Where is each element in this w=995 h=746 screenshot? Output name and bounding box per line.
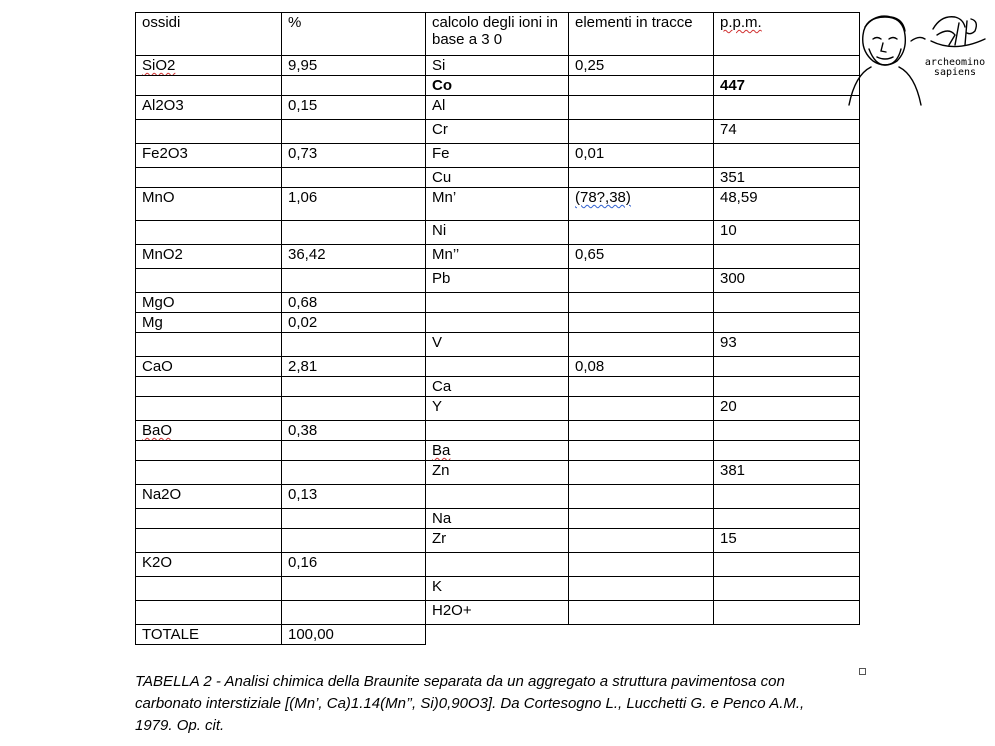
table-cell-trace bbox=[569, 293, 714, 313]
table-row bbox=[136, 333, 860, 357]
table-cell-ion bbox=[426, 221, 569, 245]
table-cell-ppm bbox=[714, 144, 860, 168]
table-cell-ion bbox=[426, 421, 569, 441]
table-cell-ppm bbox=[714, 461, 860, 485]
table-cell-ppm bbox=[714, 293, 860, 313]
table-cell-oxide bbox=[136, 245, 282, 269]
table-cell-ion bbox=[426, 76, 569, 96]
table-row bbox=[136, 144, 860, 168]
table-cell-trace bbox=[569, 529, 714, 553]
table-row bbox=[136, 601, 860, 625]
header-calcolo-ioni: calcolo degli ioni in base a 3 0 bbox=[426, 13, 569, 56]
cell-text-pct: 0,68 bbox=[288, 294, 318, 311]
table-row bbox=[136, 461, 860, 485]
table-cell-ppm bbox=[714, 245, 860, 269]
table-cell-ion bbox=[426, 120, 569, 144]
table-cell-ppm bbox=[714, 377, 860, 397]
cell-text-ion: Na bbox=[432, 510, 452, 527]
cell-text-oxide: MnO bbox=[142, 189, 175, 206]
table-cell-trace bbox=[569, 188, 714, 221]
table-cell-oxide bbox=[136, 553, 282, 577]
cell-text-ppm: 447 bbox=[720, 77, 746, 94]
table-cell-ion bbox=[426, 485, 569, 509]
table-cell-pct bbox=[282, 421, 426, 441]
cell-text-trace: 0,25 bbox=[575, 57, 605, 74]
cell-text-ion: Zn bbox=[432, 462, 450, 479]
table-row bbox=[136, 293, 860, 313]
cell-text-oxide: BaO bbox=[142, 422, 173, 439]
table-cell-trace bbox=[569, 76, 714, 96]
table-cell-trace bbox=[569, 421, 714, 441]
table-cell-ion bbox=[426, 144, 569, 168]
table-cell-trace bbox=[569, 269, 714, 293]
cell-text-pct: 0,16 bbox=[288, 554, 318, 571]
table-cell-trace bbox=[569, 485, 714, 509]
table-caption bbox=[135, 671, 865, 737]
table-row bbox=[136, 120, 860, 144]
table-row bbox=[136, 485, 860, 509]
logo-text-line-2: sapiens bbox=[933, 67, 977, 78]
cell-text-ion: Mn’’ bbox=[432, 246, 460, 263]
cell-text-oxide: K2O bbox=[142, 554, 173, 571]
logo-text bbox=[915, 58, 995, 78]
cell-text-ion: H2O+ bbox=[432, 602, 472, 619]
table-cell-pct bbox=[282, 553, 426, 577]
table-cell-pct bbox=[282, 601, 426, 625]
table-cell-ion bbox=[426, 509, 569, 529]
cell-text-ion: Al bbox=[432, 97, 446, 114]
table-cell-ion bbox=[426, 168, 569, 188]
cell-text-ppm: 48,59 bbox=[720, 189, 758, 206]
cell-text-pct: 0,13 bbox=[288, 486, 318, 503]
table-cell-ppm bbox=[714, 56, 860, 76]
caption-line-3: 1979. Op. cit. bbox=[135, 717, 225, 734]
table-row bbox=[136, 56, 860, 76]
table-cell-ion bbox=[426, 577, 569, 601]
table-cell-ion bbox=[426, 601, 569, 625]
table-cell-oxide bbox=[136, 96, 282, 120]
table-total-row bbox=[136, 625, 860, 645]
table-cell-trace bbox=[569, 144, 714, 168]
table-cell-oxide bbox=[136, 76, 282, 96]
header-ppm bbox=[714, 13, 860, 56]
cell-text-ion: Ca bbox=[432, 378, 452, 395]
table-row bbox=[136, 357, 860, 377]
cell-text-oxide: Mg bbox=[142, 314, 163, 331]
total-label: TOTALE bbox=[136, 625, 282, 645]
table-cell-oxide bbox=[136, 293, 282, 313]
table-row bbox=[136, 529, 860, 553]
table-cell-ppm bbox=[714, 313, 860, 333]
cell-text-ppm: 74 bbox=[720, 121, 737, 138]
cell-text-oxide: Fe2O3 bbox=[142, 145, 188, 162]
table-cell-oxide bbox=[136, 313, 282, 333]
cell-text-ion: Y bbox=[432, 398, 443, 415]
table-cell-pct bbox=[282, 269, 426, 293]
table-cell-trace bbox=[569, 461, 714, 485]
table-cell-pct bbox=[282, 313, 426, 333]
table-cell-ppm bbox=[714, 441, 860, 461]
table-cell-ion bbox=[426, 245, 569, 269]
table-cell-ion bbox=[426, 313, 569, 333]
table-cell-oxide bbox=[136, 397, 282, 421]
table-cell-pct bbox=[282, 96, 426, 120]
table-cell-ppm bbox=[714, 269, 860, 293]
cell-text-ppm: 93 bbox=[720, 334, 737, 351]
table-row bbox=[136, 188, 860, 221]
table-cell-oxide bbox=[136, 120, 282, 144]
table-cell-ion bbox=[426, 377, 569, 397]
table-header-row bbox=[136, 13, 860, 56]
table-cell-trace bbox=[569, 313, 714, 333]
cell-text-pct: 2,81 bbox=[288, 358, 318, 375]
table-cell-ppm bbox=[714, 509, 860, 529]
header-percent: % bbox=[282, 13, 426, 56]
table-cell-ppm bbox=[714, 96, 860, 120]
cell-text-ion: Co bbox=[432, 77, 452, 94]
table-cell-ion bbox=[426, 397, 569, 421]
cell-text-oxide: Na2O bbox=[142, 486, 182, 503]
table-row bbox=[136, 441, 860, 461]
table-cell-pct bbox=[282, 56, 426, 76]
table-row bbox=[136, 96, 860, 120]
table-cell-ppm bbox=[714, 168, 860, 188]
braunite-analysis-table bbox=[135, 12, 860, 645]
table-cell-trace bbox=[569, 441, 714, 461]
table-row bbox=[136, 421, 860, 441]
caption-line-1: TABELLA 2 - Analisi chimica della Braunite separata da un aggregato a struttura pavimentosa con bbox=[135, 673, 785, 690]
table-cell-pct bbox=[282, 293, 426, 313]
table-cell-oxide bbox=[136, 377, 282, 397]
cell-text-ion: V bbox=[432, 334, 443, 351]
cell-text-oxide: SiO2 bbox=[142, 57, 176, 74]
table-cell-trace bbox=[569, 577, 714, 601]
table-row bbox=[136, 221, 860, 245]
cell-text-trace: 0,65 bbox=[575, 246, 605, 263]
table-row bbox=[136, 577, 860, 601]
table-cell-ppm bbox=[714, 76, 860, 96]
table-cell-pct bbox=[282, 144, 426, 168]
table-cell-pct bbox=[282, 529, 426, 553]
table-cell-ion bbox=[426, 553, 569, 577]
table-cell-oxide bbox=[136, 577, 282, 601]
cell-text-ppm: 10 bbox=[720, 222, 737, 239]
table-cell-ppm bbox=[714, 397, 860, 421]
table-cell-ppm bbox=[714, 577, 860, 601]
cell-text-ppm: 15 bbox=[720, 530, 737, 547]
table-cell-trace bbox=[569, 221, 714, 245]
cell-text-oxide: MgO bbox=[142, 294, 175, 311]
cell-text-ppm: 351 bbox=[720, 169, 746, 186]
table-cell-oxide bbox=[136, 221, 282, 245]
table-cell-ion bbox=[426, 529, 569, 553]
cell-text-ion: Cr bbox=[432, 121, 448, 138]
table-cell-ppm bbox=[714, 601, 860, 625]
cell-text-ion: Cu bbox=[432, 169, 452, 186]
cell-text-pct: 0,02 bbox=[288, 314, 318, 331]
table-row bbox=[136, 76, 860, 96]
cell-text-ion: Mn’ bbox=[432, 189, 457, 206]
cell-text-oxide: Al2O3 bbox=[142, 97, 184, 114]
table-cell-pct bbox=[282, 120, 426, 144]
table-cell-oxide bbox=[136, 168, 282, 188]
table-cell-pct bbox=[282, 357, 426, 377]
table-cell-pct bbox=[282, 245, 426, 269]
table-cell-oxide bbox=[136, 56, 282, 76]
table-cell-trace bbox=[569, 397, 714, 421]
table-cell-oxide bbox=[136, 269, 282, 293]
cell-text-oxide: CaO bbox=[142, 358, 173, 375]
table-cell-ion bbox=[426, 188, 569, 221]
table-cell-ion bbox=[426, 293, 569, 313]
table-cell-pct bbox=[282, 485, 426, 509]
table-cell-pct bbox=[282, 377, 426, 397]
table-cell-ppm bbox=[714, 421, 860, 441]
table-cell-ion bbox=[426, 461, 569, 485]
cell-text-pct: 9,95 bbox=[288, 57, 318, 74]
table-cell-trace bbox=[569, 168, 714, 188]
table-row bbox=[136, 245, 860, 269]
table-cell-pct bbox=[282, 509, 426, 529]
table-cell-ion bbox=[426, 357, 569, 377]
cell-text-ion: K bbox=[432, 578, 443, 595]
table-cell-ion bbox=[426, 441, 569, 461]
table-cell-trace bbox=[569, 377, 714, 397]
table-cell-pct bbox=[282, 76, 426, 96]
total-value: 100,00 bbox=[282, 625, 426, 645]
table-cell-ppm bbox=[714, 120, 860, 144]
table-cell-pct bbox=[282, 577, 426, 601]
cell-text-trace: 0,01 bbox=[575, 145, 605, 162]
table-row bbox=[136, 269, 860, 293]
table-cell-trace bbox=[569, 56, 714, 76]
cell-text-pct: 0,73 bbox=[288, 145, 318, 162]
table-cell-pct bbox=[282, 221, 426, 245]
cell-text-oxide: MnO2 bbox=[142, 246, 183, 263]
logo-text-line-1: archeomino bbox=[924, 57, 986, 68]
cell-text-pct: 1,06 bbox=[288, 189, 318, 206]
table-cell-trace bbox=[569, 120, 714, 144]
table-cell-ppm bbox=[714, 529, 860, 553]
table-cell-ion bbox=[426, 333, 569, 357]
table-row bbox=[136, 168, 860, 188]
cell-text-ppm: 381 bbox=[720, 462, 746, 479]
table-cell-pct bbox=[282, 188, 426, 221]
table-cell-ppm bbox=[714, 357, 860, 377]
table-row bbox=[136, 509, 860, 529]
table-cell-oxide bbox=[136, 357, 282, 377]
table-cell-pct bbox=[282, 397, 426, 421]
header-elementi-tracce: elementi in tracce bbox=[569, 13, 714, 56]
caption-line-2: carbonato interstiziale [(Mn’, Ca)1.14(Mn’’, Si)0,90O3]. Da Cortesogno L., Lucchetti G. e Penco A.M., bbox=[135, 695, 805, 712]
table-cell-ppm bbox=[714, 553, 860, 577]
table-cell-trace bbox=[569, 357, 714, 377]
table-cell-pct bbox=[282, 461, 426, 485]
table-cell-ion bbox=[426, 56, 569, 76]
table-cell-ppm bbox=[714, 485, 860, 509]
table-row bbox=[136, 397, 860, 421]
table-cell-trace bbox=[569, 601, 714, 625]
cell-text-pct: 36,42 bbox=[288, 246, 326, 263]
table-cell-trace bbox=[569, 96, 714, 120]
table-cell-oxide bbox=[136, 529, 282, 553]
total-empty-trace bbox=[569, 625, 714, 645]
cell-text-trace: 0,08 bbox=[575, 358, 605, 375]
table-cell-oxide bbox=[136, 333, 282, 357]
table-cell-ppm bbox=[714, 188, 860, 221]
table-cell-oxide bbox=[136, 144, 282, 168]
cell-text-ion: Ba bbox=[432, 442, 451, 459]
cell-text-ion: Pb bbox=[432, 270, 451, 287]
table-row bbox=[136, 553, 860, 577]
table-cell-oxide bbox=[136, 485, 282, 509]
total-empty-ion bbox=[426, 625, 569, 645]
table-cell-ppm bbox=[714, 333, 860, 357]
table-cell-oxide bbox=[136, 461, 282, 485]
table-cell-oxide bbox=[136, 441, 282, 461]
cell-text-ion: Fe bbox=[432, 145, 450, 162]
table-cell-ion bbox=[426, 96, 569, 120]
table-cell-trace bbox=[569, 553, 714, 577]
table-cell-ppm bbox=[714, 221, 860, 245]
header-ppm-text: p.p.m. bbox=[720, 14, 762, 31]
cell-text-ppm: 300 bbox=[720, 270, 746, 287]
table-cell-trace bbox=[569, 245, 714, 269]
table-cell-trace bbox=[569, 333, 714, 357]
table-cell-pct bbox=[282, 441, 426, 461]
cell-text-trace: (78?,38) bbox=[575, 189, 631, 206]
cell-text-pct: 0,15 bbox=[288, 97, 318, 114]
table-cell-oxide bbox=[136, 601, 282, 625]
table-cell-oxide bbox=[136, 509, 282, 529]
table-row bbox=[136, 313, 860, 333]
cell-text-ion: Si bbox=[432, 57, 446, 74]
cell-text-ion: Zr bbox=[432, 530, 447, 547]
table-cell-pct bbox=[282, 168, 426, 188]
table-cell-oxide bbox=[136, 188, 282, 221]
cell-text-pct: 0,38 bbox=[288, 422, 318, 439]
table-row bbox=[136, 377, 860, 397]
cell-text-ppm: 20 bbox=[720, 398, 737, 415]
cell-text-ion: Ni bbox=[432, 222, 447, 239]
table-cell-trace bbox=[569, 509, 714, 529]
table-cell-pct bbox=[282, 333, 426, 357]
table-cell-oxide bbox=[136, 421, 282, 441]
table-cell-ion bbox=[426, 269, 569, 293]
header-ossidi: ossidi bbox=[136, 13, 282, 56]
total-empty-ppm bbox=[714, 625, 860, 645]
